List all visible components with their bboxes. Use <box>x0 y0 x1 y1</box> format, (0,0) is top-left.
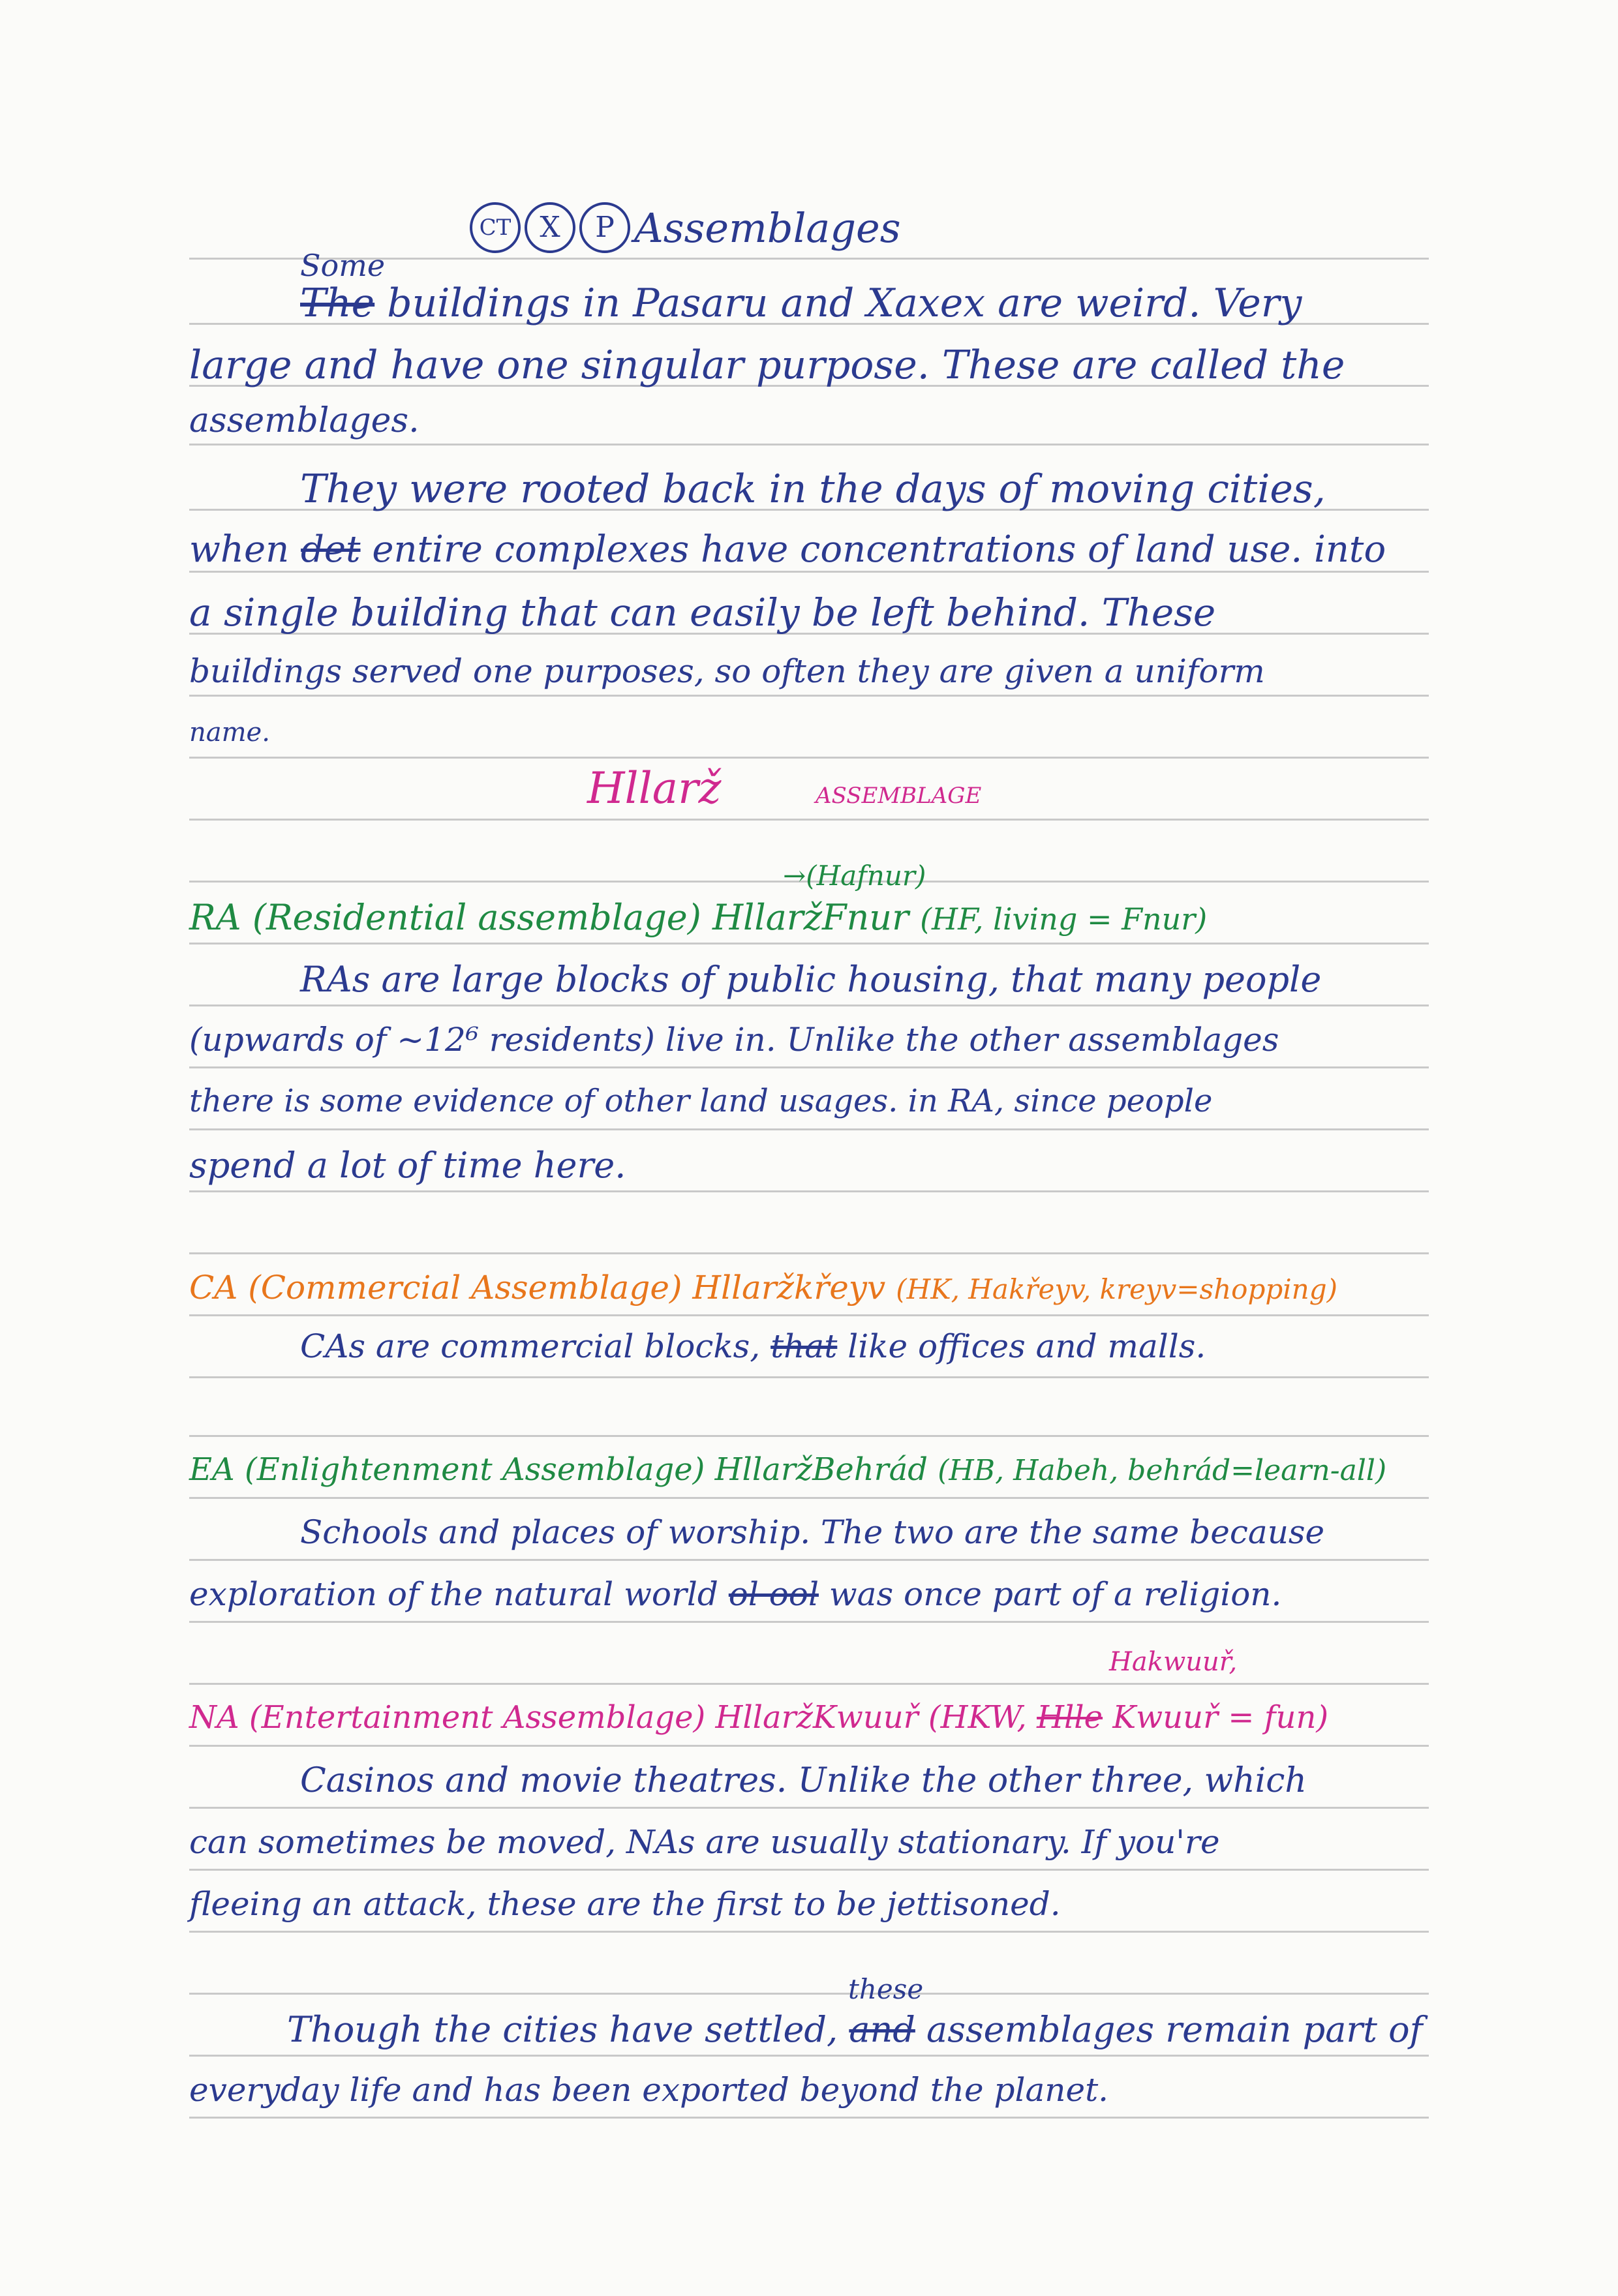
na-term: HllaržKwuuř <box>715 1699 919 1736</box>
struck-word: ol ool <box>728 1575 819 1613</box>
insertion-some: Some <box>300 248 386 283</box>
title-glyph-ct: CT <box>470 202 521 253</box>
rule-line <box>189 1869 1429 1871</box>
title-glyph-p: P <box>579 202 630 253</box>
ca-gloss: (HK, Hakřeyv, kreyv=shopping) <box>896 1273 1337 1305</box>
closing-insertion: these <box>848 1973 924 2005</box>
na-line-2: can sometimes be moved, NAs are usually stationary. If you're <box>189 1823 1220 1861</box>
intro-text: buildings in Pasaru and Xaxex are weird. Very <box>387 280 1302 326</box>
ea-line-2 <box>189 1575 1281 1613</box>
para2-text: entire complexes have concentrations of land use. into <box>372 528 1386 571</box>
rule-line <box>189 757 1429 759</box>
ea-text: exploration of the natural world <box>189 1575 718 1613</box>
ra-line-3: there is some evidence of other land usages. in RA, since people <box>189 1083 1213 1119</box>
rule-line <box>189 1931 1429 1933</box>
na-gloss: (HKW, <box>928 1699 1027 1736</box>
na-line-1: Casinos and movie theatres. Unlike the other three, which <box>300 1761 1307 1800</box>
rule-line <box>189 1435 1429 1437</box>
rule-line <box>189 1621 1429 1623</box>
intro-line-2: large and have one singular purpose. These are called the <box>189 342 1345 388</box>
rule-line <box>189 695 1429 697</box>
na-heading: NA (Entertainment Assemblage) <box>189 1699 706 1736</box>
rule-line <box>189 1252 1429 1254</box>
rule-line <box>189 819 1429 821</box>
ra-line-4: spend a lot of time here. <box>189 1145 626 1186</box>
ra-line-1: RAs are large blocks of public housing, that many people <box>300 959 1322 1000</box>
rule-line <box>189 1066 1429 1068</box>
na-annotation: Hakwuuř, <box>1109 1647 1238 1677</box>
para2-line-1: They were rooted back in the days of moving cities, <box>300 466 1326 512</box>
ea-heading-line <box>189 1451 1386 1488</box>
title-text: Assemblages <box>634 204 901 252</box>
assemblage-word: Hllarž <box>587 763 722 813</box>
ea-term: HllaržBehrád <box>714 1451 928 1488</box>
rule-line <box>189 1745 1429 1747</box>
rule-line <box>189 2117 1429 2119</box>
rule-line <box>189 1807 1429 1809</box>
rule-line <box>189 1376 1429 1378</box>
rule-line <box>189 1497 1429 1499</box>
struck-word: The <box>300 280 375 326</box>
closing-line-2: everyday life and has been exported beyond the planet. <box>189 2071 1109 2109</box>
closing-line-1 <box>287 2009 1423 2050</box>
na-line-3 <box>189 1885 1061 1923</box>
para2-line-2 <box>189 528 1386 571</box>
ca-term: Hllaržkřeyv <box>692 1269 886 1307</box>
para2-line-4: buildings served one purposes, so often they are given a uniform <box>189 652 1265 690</box>
rule-line <box>189 1683 1429 1685</box>
intro-line-3: assemblages. <box>189 401 420 440</box>
ra-term: HllaržFnur <box>712 897 909 938</box>
na-heading-line <box>189 1699 1328 1736</box>
ra-line-2: (upwards of ~12⁶ residents) live in. Unlike the other assemblages <box>189 1021 1279 1059</box>
ca-line-1 <box>300 1327 1206 1365</box>
rule-line <box>189 1128 1429 1130</box>
rule-line <box>189 1190 1429 1192</box>
ea-text: was once part of a religion. <box>829 1575 1282 1613</box>
na-text: these are the first to be jettisoned. <box>487 1885 1061 1923</box>
para2-line-3: a single building that can easily be left behind. These <box>189 590 1216 635</box>
rule-line <box>189 1993 1429 1995</box>
ea-heading: EA (Enlightenment Assemblage) <box>189 1451 705 1488</box>
na-gloss: Kwuuř = fun) <box>1112 1699 1329 1736</box>
closing-text: assemblages remain part of <box>926 2009 1423 2050</box>
ca-heading: CA (Commercial Assemblage) <box>189 1269 682 1307</box>
rule-line <box>189 444 1429 446</box>
page-title <box>470 202 901 253</box>
ea-line-1: Schools and places of worship. The two are the same because <box>300 1513 1325 1551</box>
ra-heading: RA (Residential assemblage) <box>189 897 701 938</box>
intro-line-1 <box>300 280 1302 326</box>
rule-line <box>189 1314 1429 1316</box>
ea-gloss: (HB, Habeh, behrád=learn-all) <box>938 1454 1387 1487</box>
rule-line <box>189 1004 1429 1006</box>
ca-text: CAs are commercial blocks, <box>300 1327 761 1365</box>
ca-heading-line <box>189 1269 1337 1307</box>
rule-line <box>189 943 1429 944</box>
struck-word: det <box>301 528 361 571</box>
rule-line <box>189 571 1429 573</box>
na-text: fleeing an attack, <box>189 1885 477 1923</box>
rule-line <box>189 1559 1429 1561</box>
ca-text: like offices and malls. <box>847 1327 1206 1365</box>
struck-word: Hlle <box>1037 1699 1103 1736</box>
title-glyph-x: X <box>525 202 575 253</box>
struck-word: and <box>849 2009 915 2050</box>
ra-gloss: (HF, living = Fnur) <box>920 901 1208 937</box>
ra-annotation: →(Hafnur) <box>783 860 926 892</box>
rule-line <box>189 2055 1429 2057</box>
closing-text: Though the cities have settled, <box>287 2009 838 2050</box>
assemblage-label: ASSEMBLAGE <box>816 783 982 809</box>
ra-heading-line <box>189 897 1207 938</box>
para2-line-5: name. <box>189 718 270 748</box>
struck-word: that <box>771 1327 838 1365</box>
para2-text: when <box>189 528 290 571</box>
